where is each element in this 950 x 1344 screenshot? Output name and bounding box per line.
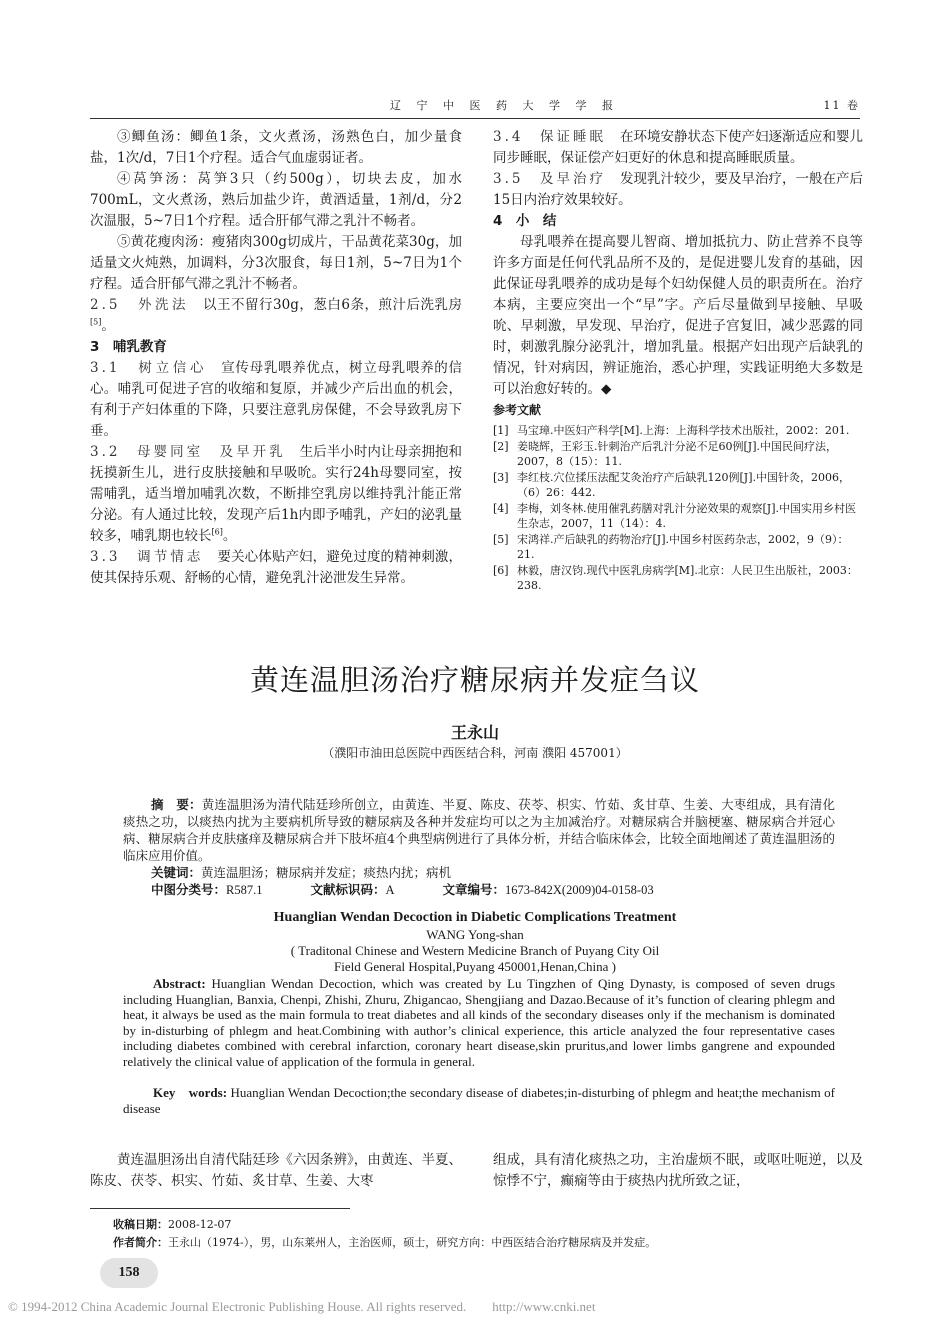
abstract-label: Abstract: xyxy=(153,976,206,991)
copyright-notice: © 1994-2012 China Academic Journal Electronic Publishing House. All rights reserved. http://www.cnki.net xyxy=(8,1299,596,1314)
section-3-3: 3.3 调节情志 要关心体贴产妇，避免过度的精神刺激，使其保持乐观、舒畅的心情，避免乳汁泌泄发生异常。 xyxy=(90,549,462,586)
reference-item xyxy=(493,470,863,501)
section-label: 2.5 外洗法 xyxy=(90,297,189,313)
english-affiliation-line-2: Field General Hospital,Puyang 450001,Henan,China ) xyxy=(334,959,616,974)
clc-number: R587.1 xyxy=(226,883,263,897)
section-label: 3.3 调节情志 xyxy=(90,549,204,565)
section-label: 3.5 及早治疗 xyxy=(493,171,606,187)
reference-text: 马宝璋.中医妇产科学[M].上海：上海科学技术出版社，2002：201. xyxy=(517,424,850,437)
paragraph: ⑤黄花瘦肉汤：瘦猪肉300g切成片，干品黄花菜30g，加适量文火炖熟，加调料，分3次服食，每日1剂，5~7日为1个疗程。适合肝郁气滞之乳汁不畅者。 xyxy=(90,234,462,292)
received-date: 收稿日期：2008-12-07 xyxy=(113,1218,232,1231)
article-title: 黄连温胆汤治疗糖尿病并发症刍议 xyxy=(249,663,700,697)
summary-paragraph: 母乳喂养在提高婴儿智商、增加抵抗力、防止营养不良等许多方面是任何代乳品所不及的，是促进婴儿发育的基础，因此保证母乳喂养的成功是每个妇幼保健人员的职责所在。治疗本病，主要应突出一个“早”字。产后尽量做到早接触、早吸吮、早刺激，早发现、早治疗，促进子宫复旧，减少恶露的同时，刺激乳腺分泌乳汁，增加乳量。根据产妇出现产后缺乳的情况，针对病因，辨证施治，悉心护理，实践证明绝大多数是可以治愈好转的。◆ xyxy=(493,234,863,397)
english-abstract: Abstract: Huanglian Wendan Decoction, which was created by Lu Tingzhen of Qing Dynasty, is composed of seven drugs including Huanglian, Banxia, Chenpi, Zhishi, Zhuru, Zhigancao, Shengjiang and Dazao.Because of it’s function of clearing phlegm and heat, it always be used as the main formula to treat diabetes and all kinds of the secondary diseases only if the mechanism is dominated by in-disturbing of phlegm and heat.Combining with author’s clinical experience, this article analyzed the four representative cases including diabetes combined with cerebral infarction, coronary heart disease,skin pruritus,and lower limbs gangrene and expounded relatively the clinical value of application of the formula in general. xyxy=(123,976,835,1069)
reference-number: [4] xyxy=(493,501,509,515)
reference-item xyxy=(493,501,863,532)
volume-number: 11 卷 xyxy=(823,99,860,112)
footnote-rule xyxy=(90,1208,350,1209)
footnotes xyxy=(113,1216,656,1252)
right-column xyxy=(493,127,863,594)
author-affiliation: （濮阳市油田总医院中西医结合科，河南 濮阳 457001） xyxy=(322,746,628,760)
section-3-1: 3.1 树立信心 宣传母乳喂养优点，树立母乳喂养的信心。哺乳可促进子宫的收缩和复原，并减少产后出血的机会，有利于产妇体重的下降，只要注意乳房保健，不会导致乳房下垂。 xyxy=(90,360,462,439)
reference-text: 李红枝.穴位揉压法配艾灸治疗产后缺乳120例[J].中国针灸，2006，（6）26：442. xyxy=(517,470,850,499)
keywords-label: 关键词： xyxy=(151,865,202,880)
section-3-5: 3.5 及早治疗 发现乳汁较少，要及早治疗，一般在产后15日内治疗效果较好。 xyxy=(493,171,863,208)
citation: [5] xyxy=(90,317,102,327)
journal-name: 辽 宁 中 医 药 大 学 学 报 xyxy=(390,99,619,112)
article-number: 1673-842X(2009)04-0158-03 xyxy=(504,883,654,897)
reference-item xyxy=(493,423,863,439)
paragraph: ④莴笋汤：莴笋3只（约500g），切块去皮，加水700mL，文火煮汤，熟后加盐少许，黄酒适量，1剂/d，分2次温服，5~7日1个疗程。适合肝郁气滞之乳汁不畅者。 xyxy=(90,171,462,229)
body-right-column xyxy=(493,1150,863,1192)
body-left-column xyxy=(90,1150,462,1192)
section-label: 3.1 树立信心 xyxy=(90,360,208,376)
references-label: 参考文献 xyxy=(493,403,542,417)
reference-text: 宋鸿祥.产后缺乳的药物治疗[J].中国乡村医药杂志，2002，9（9）：21. xyxy=(517,532,849,561)
header-rule xyxy=(90,118,860,119)
citation: [6] xyxy=(211,527,223,537)
reference-text: 姜晓辉，王彩玉.针刺治产后乳汁分泌不足60例[J].中国民间疗法，2007，8（15）：11. xyxy=(517,439,837,468)
reference-item xyxy=(493,439,863,470)
reference-text: 李梅，刘冬林.使用催乳药膳对乳汁分泌效果的观察[J].中国实用乡村医生杂志，2007，11（14）：4. xyxy=(517,501,856,530)
chinese-keywords: 关键词：黄连温胆汤；糖尿病并发症；痰热内扰；病机 xyxy=(151,865,452,880)
reference-item xyxy=(493,532,863,563)
english-affiliation-line-1: ( Traditonal Chinese and Western Medicine Branch of Puyang City Oil xyxy=(290,943,660,958)
author-name: 王永山 xyxy=(450,723,499,742)
chinese-abstract: 摘 要：黄连温胆汤为清代陆廷珍所创立，由黄连、半夏、陈皮、茯苓、枳实、竹茹、炙甘草、生姜、大枣组成，具有清化痰热之功，以痰热内扰为主要病机所导致的糖尿病及各种并发症均可以之为主加减治疗。对糖尿病合并脑梗塞、糖尿病合并冠心病、糖尿病合并皮肤瘙痒及糖尿病合并下肢坏疽4个典型病例进行了具体分析，并结合临床体会，比较全面地阐述了黄连温胆汤的临床应用价值。 xyxy=(123,797,835,863)
reference-number: [1] xyxy=(493,424,509,437)
reference-number: [5] xyxy=(493,532,509,546)
english-keywords: Key words: Huanglian Wendan Decoction;the secondary disease of diabetes;in-disturbing of phlegm and heat;the mechanism of disease xyxy=(123,1085,835,1116)
paragraph: ③鲫鱼汤：鲫鱼1条，文火煮汤，汤熟色白，加少量食盐，1次/d，7日1个疗程。适合气血虚弱证者。 xyxy=(90,129,462,166)
section-heading: 3 哺乳教育 xyxy=(90,339,167,355)
section-3-4: 3.4 保证睡眠 在环境安静状态下使产妇逐渐适应和婴儿同步睡眠，保证偿产妇更好的休息和提高睡眠质量。 xyxy=(493,129,863,166)
keywords-label: Key words: xyxy=(153,1085,228,1100)
paragraph: 黄连温胆汤出自清代陆廷珍《六因条辨》，由黄连、半夏、陈皮、茯苓、枳实、竹茹、炙甘草、生姜、大枣 xyxy=(90,1152,462,1189)
section-label: 3.4 保证睡眠 xyxy=(493,129,606,145)
reference-list xyxy=(493,423,863,594)
reference-item xyxy=(493,563,863,594)
reference-number: [3] xyxy=(493,470,509,484)
reference-text: 林毅，唐汉钧.现代中医乳房病学[M].北京：人民卫生出版社，2003：238. xyxy=(517,563,858,592)
reference-number: [2] xyxy=(493,439,509,453)
reference-number: [6] xyxy=(493,563,509,577)
classification-line: 中图分类号：R587.1 文献标识码：A 文章编号：1673-842X(2009)04-0158-03 xyxy=(151,882,654,897)
section-2-5: 2.5 外洗法 以王不留行30g，葱白6条，煎汁后洗乳房[5]。 xyxy=(90,297,462,334)
document-code: A xyxy=(385,883,395,897)
author-bio: 作者简介：王永山（1974-），男，山东莱州人，主治医师，硕士，研究方向：中西医结合治疗糖尿病及并发症。 xyxy=(113,1236,657,1249)
abstract-label: 摘 要： xyxy=(151,797,202,812)
left-column xyxy=(90,127,462,589)
section-label: 3.2 母婴同室 及早开乳 xyxy=(90,444,286,460)
english-title: Huanglian Wendan Decoction in Diabetic Complications Treatment xyxy=(273,910,677,925)
section-3-2: 3.2 母婴同室 及早开乳 生后半小时内让母亲拥抱和抚摸新生儿，进行皮肤接触和早吸吮。实行24h母婴同室，按需哺乳，适当增加哺乳次数，不断排空乳房以维持乳汁能正常分泌。有人通过比较，发现产后1h内即予哺乳，产妇的泌乳量较多，哺乳期也较长[6]。 xyxy=(90,444,462,544)
english-author: WANG Yong-shan xyxy=(426,927,524,942)
paragraph: 组成，具有清化痰热之功，主治虚烦不眠，或呕吐呃逆，以及惊悸不宁，癫痫等由于痰热内扰所致之证， xyxy=(493,1152,863,1189)
section-heading: 4 小 结 xyxy=(493,213,557,229)
running-header xyxy=(90,93,860,115)
page-number: 158 xyxy=(100,1258,158,1288)
